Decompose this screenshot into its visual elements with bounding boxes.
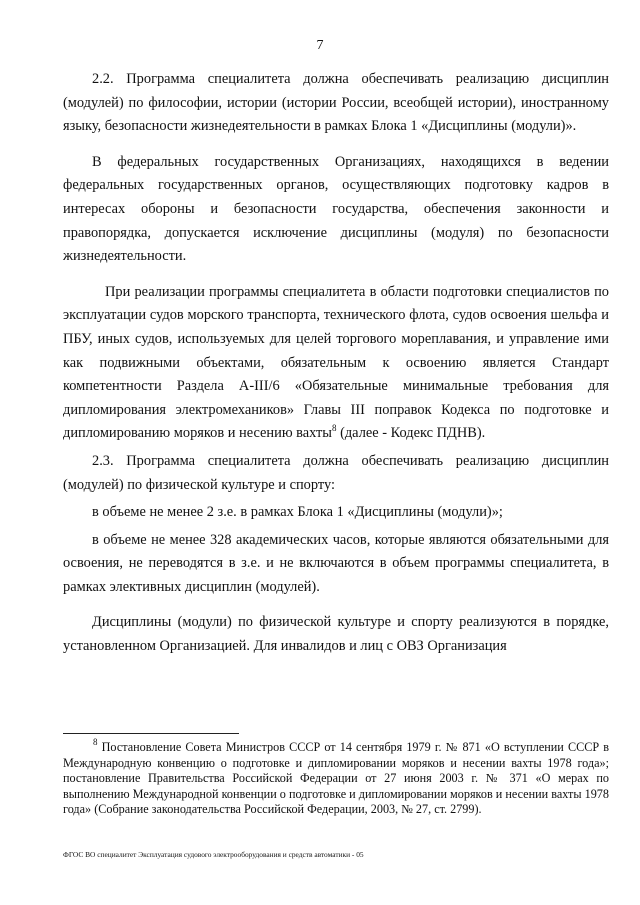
paragraph-volume-2-ze: в объеме не менее 2 з.е. в рамках Блока 1 «Дисциплины (модули)»; bbox=[92, 504, 503, 521]
paragraph-2-2: 2.2. Программа специалитета должна обеспечивать реализацию дисциплин (модулей) по философии, истории (истории России, всеобщей истории), иностранному языку, безопасности жизнедеятельности в рамках Блока 1 «Дисциплины (модули)». bbox=[63, 71, 609, 135]
stcw-text-tail: (далее - Кодекс ПДНВ). bbox=[336, 425, 486, 442]
footnote-8 bbox=[63, 737, 609, 818]
stcw-text: При реализации программы специалитета в области подготовки специалистов по эксплуатации судов морского транспорта, технического флота, судов освоения шельфа и ПБУ, иных судов, используемых для целей торгового мореплавания, и управление ими как подвижными объектами, обязательным к освоению является Стандарт компетентности Раздела А-III/6 «Обязательные минимальные требования для дипломирования электромехаников» Главы III поправок Кодекса по подготовке и дипломированию моряков и несению вахты bbox=[63, 283, 609, 442]
paragraph-volume-328-hours: в объеме не менее 328 академических часов, которые являются обязательными для освоения, не переводятся в з.е. и не включаются в объем программы специалитета, в рамках элективных дисциплин (модулей). bbox=[63, 531, 609, 595]
page-footer: ФГОС ВО специалитет Эксплуатация судового электрооборудования и средств автоматики - 05 bbox=[63, 850, 364, 859]
footnote-text: Постановление Совета Министров СССР от 14 сентября 1979 г. № 871 «О вступлении СССР в Международную конвенцию о подготовке и дипломировании моряков и несении вахты 1978 года»; постановление Правительства Российской Федерации от 27 июня 2003 г. № 371 «О мерах по выполнению Международной конвенции о подготовке и дипломировании моряков и несении вахты 1978 года» (Собрание законодательства Российской Федерации, 2003, № 27, ст. 2799). bbox=[63, 740, 609, 817]
body-text bbox=[63, 68, 609, 659]
footnote-ref-8[interactable]: 8 bbox=[331, 423, 337, 434]
paragraph-2-3: 2.3. Программа специалитета должна обеспечивать реализацию дисциплин (модулей) по физической культуре и спорту: bbox=[63, 452, 609, 493]
footnote-marker: 8 bbox=[93, 737, 98, 747]
paragraph-stcw-standard bbox=[63, 281, 609, 446]
footnote-divider bbox=[63, 733, 239, 734]
page-number: 7 bbox=[316, 38, 324, 53]
paragraph-pe-disciplines: Дисциплины (модули) по физической культуре и спорту реализуются в порядке, установленном Организацией. Для инвалидов и лиц с ОВЗ Организация bbox=[63, 614, 609, 655]
paragraph-federal-organizations: В федеральных государственных Организациях, находящихся в ведении федеральных государственных органов, осуществляющих подготовку кадров в интересах обороны и безопасности государства, обеспечения законности и правопорядка, допускается исключение дисциплины (модуля) по безопасности жизнедеятельности. bbox=[63, 153, 609, 265]
